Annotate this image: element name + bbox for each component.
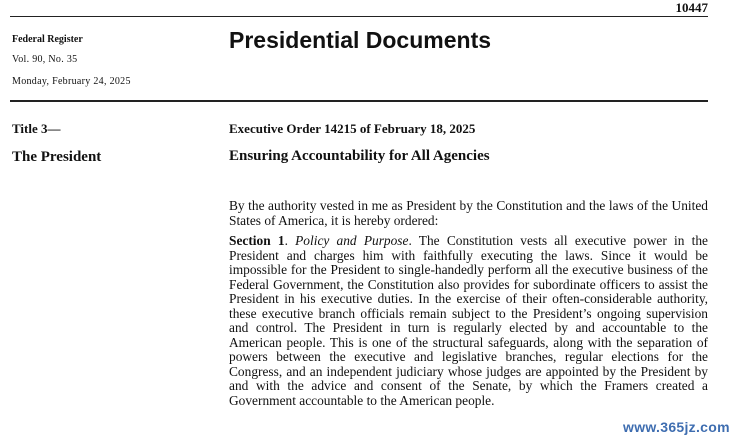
title-number: Title 3—: [12, 121, 61, 136]
publication-name: Federal Register: [12, 34, 83, 45]
section-1-paragraph: Section 1. Policy and Purpose. The Constitution vests all executive power in the President and charges him with faithfully executing the laws. Since it would be impossible for the President to single-handedly perform all the executive business of the Federal Government, the Constitution also provides for subordinate officers to assist the President in his executive duties. In the exercise of their often-considerable authority, these executive branch officials remain subject to the President’s ongoing supervision and control. The President in turn is regularly elected by and accountable to the American people. This is one of the structural safeguards, along with the separation of powers between the executive and legislative branches, regular elections for the Congress, and an independent judiciary whose judges are appointed by the President by and with the advice and consent of the Senate, by which the Framers created a Government accountable to the American people.: [229, 233, 708, 408]
section-1-text: The Constitution vests all executive power in the President and charges him with faithfully executing the laws. Since it would be impossible for the President to single-handedly perform all the executive business of the Federal Government, the Constitution also provides for subordinate officers to assist the President in his executive duties. In the exercise of their often-considerable authority, these executive branch officials remain subject to the President’s ongoing supervision and control. The President in turn is regularly elected by and accountable to the American people. This is one of the structural safeguards, along with the separation of powers between the executive and legislative branches, regular elections for the Congress, and an independent judiciary whose judges are appointed by the President by and with the advice and consent of the Senate, by which the Framers created a Government accountable to the American people.: [229, 233, 708, 408]
watermark: www.365jz.com: [623, 419, 730, 435]
page-number: 10447: [675, 0, 708, 15]
section-title: Presidential Documents: [229, 27, 492, 53]
executive-order-heading: Executive Order 14215 of February 18, 2025: [229, 121, 476, 136]
title-name: The President: [12, 149, 102, 165]
section-1-label: Section 1: [229, 233, 285, 248]
executive-order-title: Ensuring Accountability for All Agencies: [229, 148, 490, 164]
section-1-heading: Policy and Purpose: [295, 233, 409, 248]
top-divider: [10, 16, 708, 17]
publication-date: Monday, February 24, 2025: [12, 76, 131, 87]
intro-paragraph: By the authority vested in me as President by the Constitution and the laws of the United States of America, it is hereby ordered:: [229, 198, 708, 228]
header-divider: [10, 100, 708, 102]
volume-number: Vol. 90, No. 35: [12, 54, 78, 65]
